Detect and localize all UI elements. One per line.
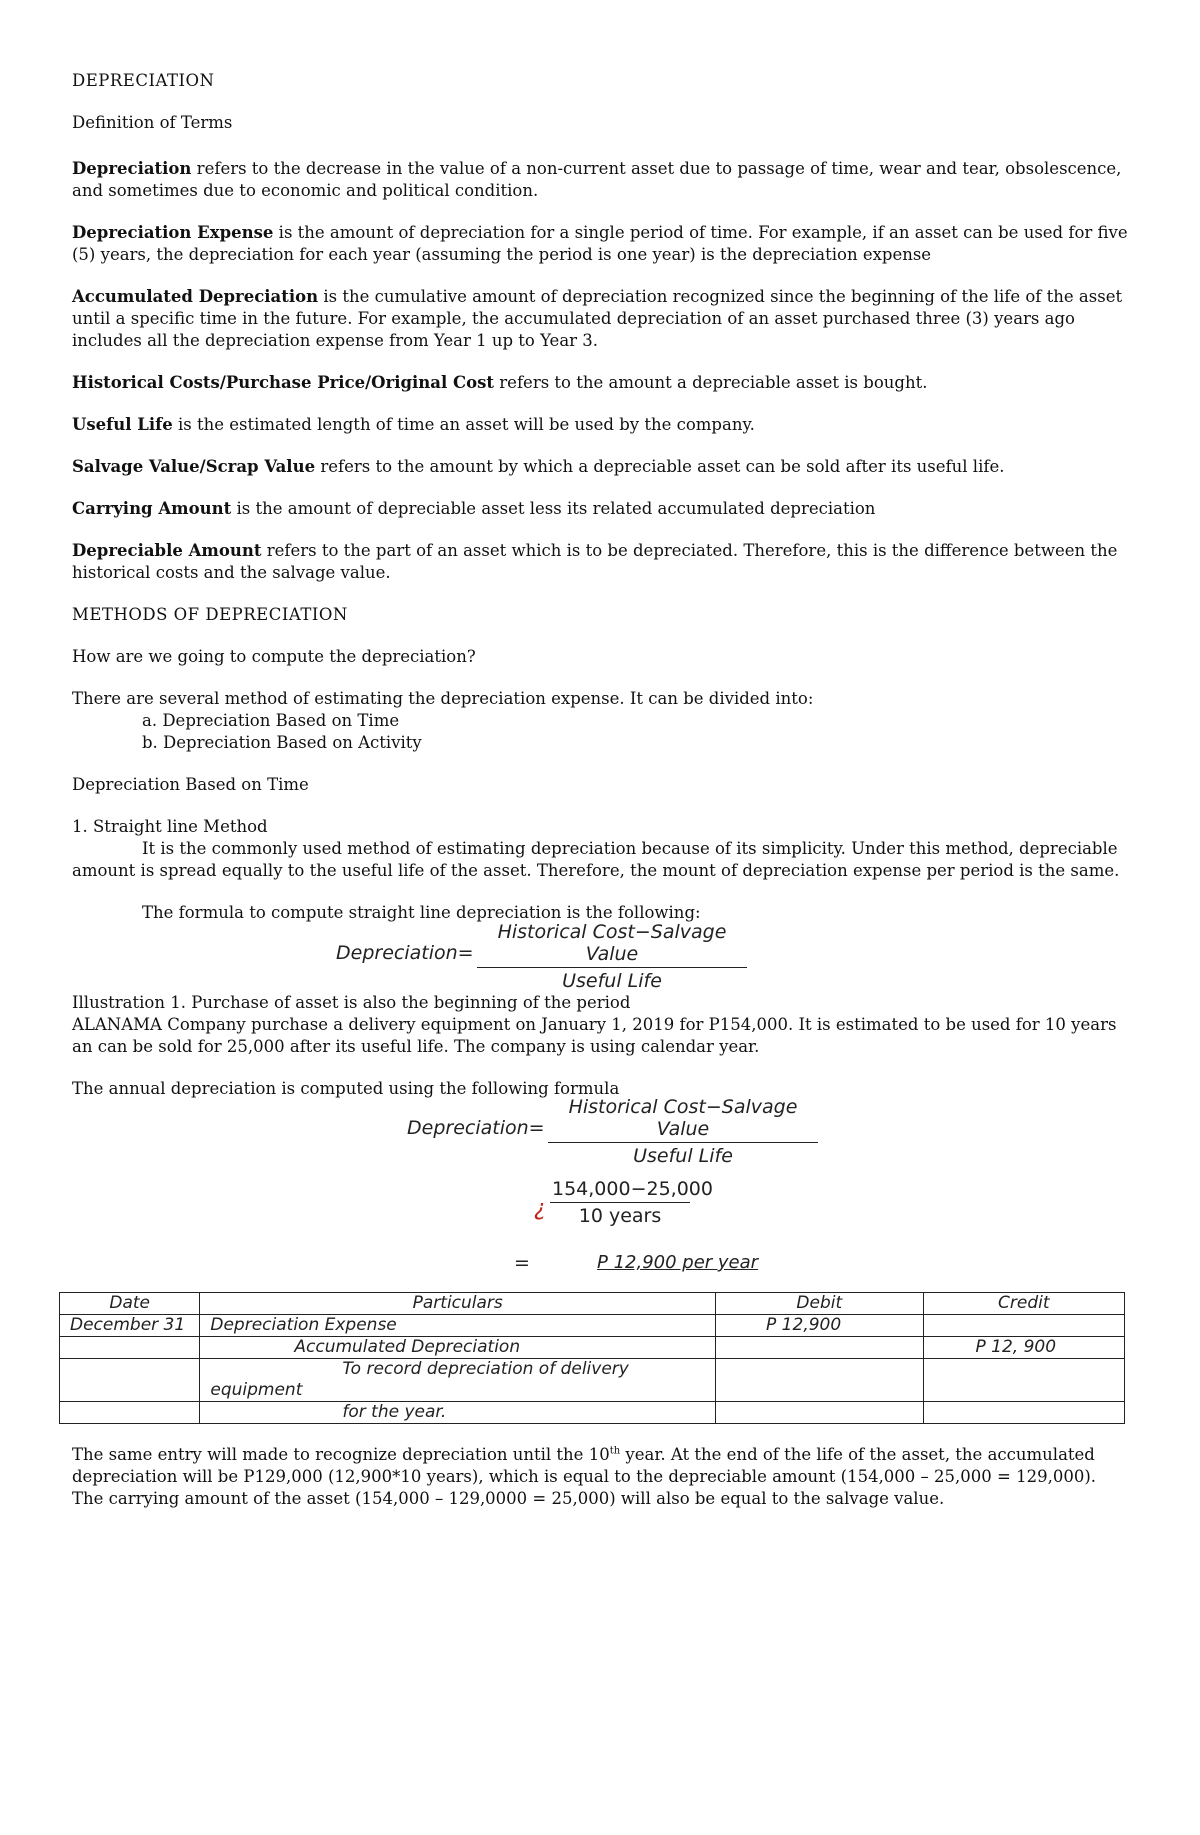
formula-fraction — [548, 1096, 818, 1167]
table-row — [60, 1359, 1125, 1402]
time-heading: Depreciation Based on Time — [72, 775, 309, 794]
term-definition: is the cumulative amount of depreciation recognized since the beginning of the life of the asset until a specific time in the future. For example, the accumulated depreciation of an asset purchased three (3) years ago includes all the depreciation expense from Year 1 up to Year 3. — [72, 287, 1123, 350]
term-depreciation — [72, 158, 1132, 202]
calc-result-row — [72, 1248, 1132, 1292]
intro-text: There are several method of estimating the depreciation expense. It can be divided into: — [72, 689, 814, 708]
table-header-row — [60, 1293, 1125, 1315]
term-definition: is the amount of depreciable asset less its related accumulated depreciation — [231, 499, 876, 518]
cell-debit: P 12,900 — [716, 1315, 923, 1337]
cell-particulars: for the year. — [200, 1402, 716, 1424]
cell-particulars — [200, 1359, 716, 1402]
formula-numerator: Historical Cost−Salvage Value — [548, 1096, 818, 1143]
cell-debit — [716, 1359, 923, 1402]
document-page — [72, 70, 1132, 1510]
explanation-line-1: To record depreciation of delivery — [342, 1359, 629, 1379]
term-definition: refers to the amount a depreciable asset is bought. — [494, 373, 928, 392]
cell-date — [60, 1337, 200, 1359]
header-credit: Credit — [923, 1293, 1125, 1315]
method1-title: 1. Straight line Method — [72, 817, 268, 836]
term-label: Depreciation Expense — [72, 223, 274, 242]
illustration-title: Illustration 1. Purchase of asset is also the beginning of the period — [72, 993, 631, 1012]
term-definition: refers to the amount by which a depreciable asset can be sold after its useful life. — [315, 457, 1005, 476]
method1-description-text: It is the commonly used method of estimating depreciation because of its simplicity. Under this method, depreciable amount is spread equally to the useful life of the asset. Therefore, the mount of depreciation expense per period is the same. — [72, 839, 1120, 880]
methods-heading: METHODS OF DEPRECIATION — [72, 605, 348, 624]
closing-superscript: th — [609, 1445, 621, 1457]
term-useful-life — [72, 414, 1132, 436]
question-text: How are we going to compute the depreciation? — [72, 647, 476, 666]
cell-credit — [923, 1315, 1125, 1337]
cell-debit — [716, 1337, 923, 1359]
cell-date — [60, 1359, 200, 1402]
cell-credit: P 12, 900 — [923, 1337, 1125, 1359]
calc-equals: = — [514, 1252, 530, 1274]
formula-lhs: Depreciation= — [336, 942, 474, 964]
table-row — [60, 1337, 1125, 1359]
formula-numerator: Historical Cost−Salvage Value — [477, 921, 747, 968]
calculation — [72, 1168, 1132, 1248]
term-label: Depreciable Amount — [72, 541, 262, 560]
method1-formula-intro: The formula to compute straight line depreciation is the following: — [142, 903, 701, 922]
calc-denominator: 10 years — [578, 1205, 662, 1227]
term-depreciation-expense — [72, 222, 1132, 266]
cell-credit — [923, 1359, 1125, 1402]
header-date: Date — [60, 1293, 200, 1315]
closing-paragraph — [72, 1444, 1132, 1510]
table-row — [60, 1402, 1125, 1424]
calc-fraction — [550, 1178, 713, 1227]
cell-particulars: Depreciation Expense — [200, 1315, 716, 1337]
term-label: Salvage Value/Scrap Value — [72, 457, 316, 476]
term-label: Carrying Amount — [72, 499, 232, 518]
category-time: a. Depreciation Based on Time — [142, 711, 400, 730]
formula-illustration — [72, 1096, 1132, 1168]
cell-debit — [716, 1402, 923, 1424]
term-label: Depreciation — [72, 159, 192, 178]
cell-date — [60, 1402, 200, 1424]
calc-numerator: 154,000−25,000 — [550, 1178, 690, 1203]
term-salvage-value — [72, 456, 1132, 478]
term-label: Accumulated Depreciation — [72, 287, 319, 306]
formula-lhs: Depreciation= — [407, 1117, 545, 1139]
header-debit: Debit — [716, 1293, 923, 1315]
calc-result: P 12,900 per year — [597, 1252, 759, 1273]
method1-description — [72, 838, 1132, 882]
header-particulars: Particulars — [200, 1293, 716, 1315]
closing-text-end: year. At the end of the life of the asset, the accumulated depreciation will be P129,000 (12,900*10 years), which is equal to the depreciable amount (154,000 – 25,000 = 129,000). The carrying amount of the asset (154,000 – 129,0000 = 25,000) will also be equal to the salvage value. — [72, 1445, 1097, 1508]
term-definition: is the estimated length of time an asset will be used by the company. — [172, 415, 755, 434]
explanation-line-2: equipment — [210, 1380, 303, 1400]
term-accumulated-depreciation — [72, 286, 1132, 352]
term-label: Historical Costs/Purchase Price/Original Cost — [72, 373, 495, 392]
term-definition: refers to the part of an asset which is to be depreciated. Therefore, this is the difference between the historical costs and the salvage value. — [72, 541, 1118, 582]
cell-credit — [923, 1402, 1125, 1424]
document-title: DEPRECIATION — [72, 71, 215, 90]
illustration-text: ALANAMA Company purchase a delivery equipment on January 1, 2019 for P154,000. It is estimated to be used for 10 years an can be sold for 25,000 after its useful life. The company is using calendar year. — [72, 1015, 1117, 1056]
journal-entry-table — [59, 1292, 1125, 1424]
formula-denominator: Useful Life — [633, 1145, 733, 1167]
term-historical-costs — [72, 372, 1132, 394]
term-depreciable-amount — [72, 540, 1132, 584]
calc-glyph: ¿ — [534, 1196, 546, 1221]
term-carrying-amount — [72, 498, 1132, 520]
formula-general — [72, 921, 1132, 992]
cell-date: December 31 — [60, 1315, 200, 1337]
table-row — [60, 1315, 1125, 1337]
category-activity: b. Depreciation Based on Activity — [142, 733, 422, 752]
term-definition: refers to the decrease in the value of a non-current asset due to passage of time, wear and tear, obsolescence, and sometimes due to economic and political condition. — [72, 159, 1122, 200]
journal-wrapper — [72, 1292, 1132, 1444]
formula-fraction — [477, 921, 747, 992]
closing-text-start: The same entry will made to recognize depreciation until the 10 — [72, 1445, 610, 1464]
cell-particulars: Accumulated Depreciation — [200, 1337, 716, 1359]
term-definition: is the amount of depreciation for a single period of time. For example, if an asset can be used for five (5) years, the depreciation for each year (assuming the period is one year) is the depreciation expense — [72, 223, 1128, 264]
term-label: Useful Life — [72, 415, 173, 434]
illustration-formula-intro: The annual depreciation is computed using the following formula — [72, 1079, 620, 1098]
formula-denominator: Useful Life — [562, 970, 662, 992]
definitions-heading: Definition of Terms — [72, 113, 233, 132]
